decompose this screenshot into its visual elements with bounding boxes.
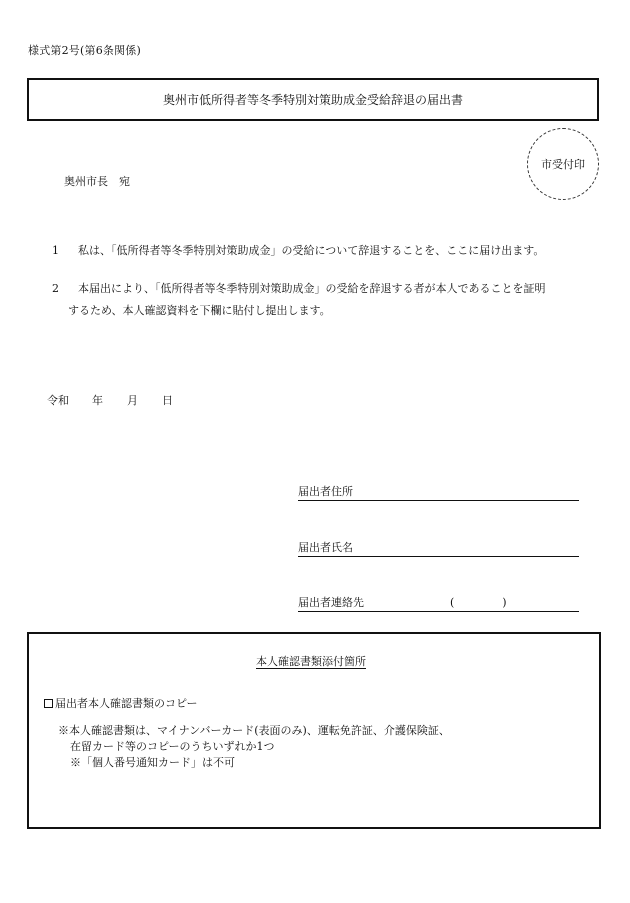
checkbox[interactable] xyxy=(44,699,53,708)
paragraph-2 xyxy=(52,278,592,322)
reception-stamp-area xyxy=(527,128,599,200)
attachment-heading: 本人確認書類添付箇所 xyxy=(256,655,366,668)
date-month: 月 xyxy=(127,394,138,407)
stamp-label: 市受付印 xyxy=(541,158,585,171)
form-number: 様式第2号(第6条関係) xyxy=(28,44,141,57)
date-year: 年 xyxy=(92,394,103,407)
paragraph-text-line2: するため、本人確認資料を下欄に貼付し提出します。 xyxy=(68,304,331,317)
address-field[interactable] xyxy=(298,484,579,501)
contact-field[interactable] xyxy=(298,595,579,612)
paragraph-number: 2 xyxy=(52,282,59,295)
date-day: 日 xyxy=(162,394,173,407)
note-line-2: 在留カード等のコピーのうちいずれか1つ xyxy=(70,740,275,753)
contact-paren: ( ) xyxy=(450,596,507,609)
checkbox-label: 届出者本人確認書類のコピー xyxy=(55,697,198,710)
note-line-1: ※本人確認書類は、マイナンバーカード(表面のみ)、運転免許証、介護保険証、 xyxy=(58,724,450,737)
name-label: 届出者氏名 xyxy=(298,541,353,554)
id-copy-checkbox-row[interactable] xyxy=(44,695,198,711)
document-title-box xyxy=(27,78,599,121)
contact-label: 届出者連絡先 xyxy=(298,596,364,609)
paragraph-text-line1: 本届出により、「低所得者等冬季特別対策助成金」の受給を辞退する者が本人であることを証明 xyxy=(78,282,546,295)
address-label: 届出者住所 xyxy=(298,485,353,498)
paragraph-1 xyxy=(52,240,544,262)
paragraph-number: 1 xyxy=(52,244,59,257)
date-era: 令和 xyxy=(47,394,69,407)
note-line-3: ※「個人番号通知カード」は不可 xyxy=(70,756,235,769)
addressee: 奥州市長 宛 xyxy=(64,175,130,188)
date-row xyxy=(47,392,173,408)
document-title: 奥州市低所得者等冬季特別対策助成金受給辞退の届出書 xyxy=(162,93,463,107)
name-field[interactable] xyxy=(298,540,579,557)
paragraph-text: 私は、「低所得者等冬季特別対策助成金」の受給について辞退することを、ここに届け出ます。 xyxy=(78,244,545,257)
